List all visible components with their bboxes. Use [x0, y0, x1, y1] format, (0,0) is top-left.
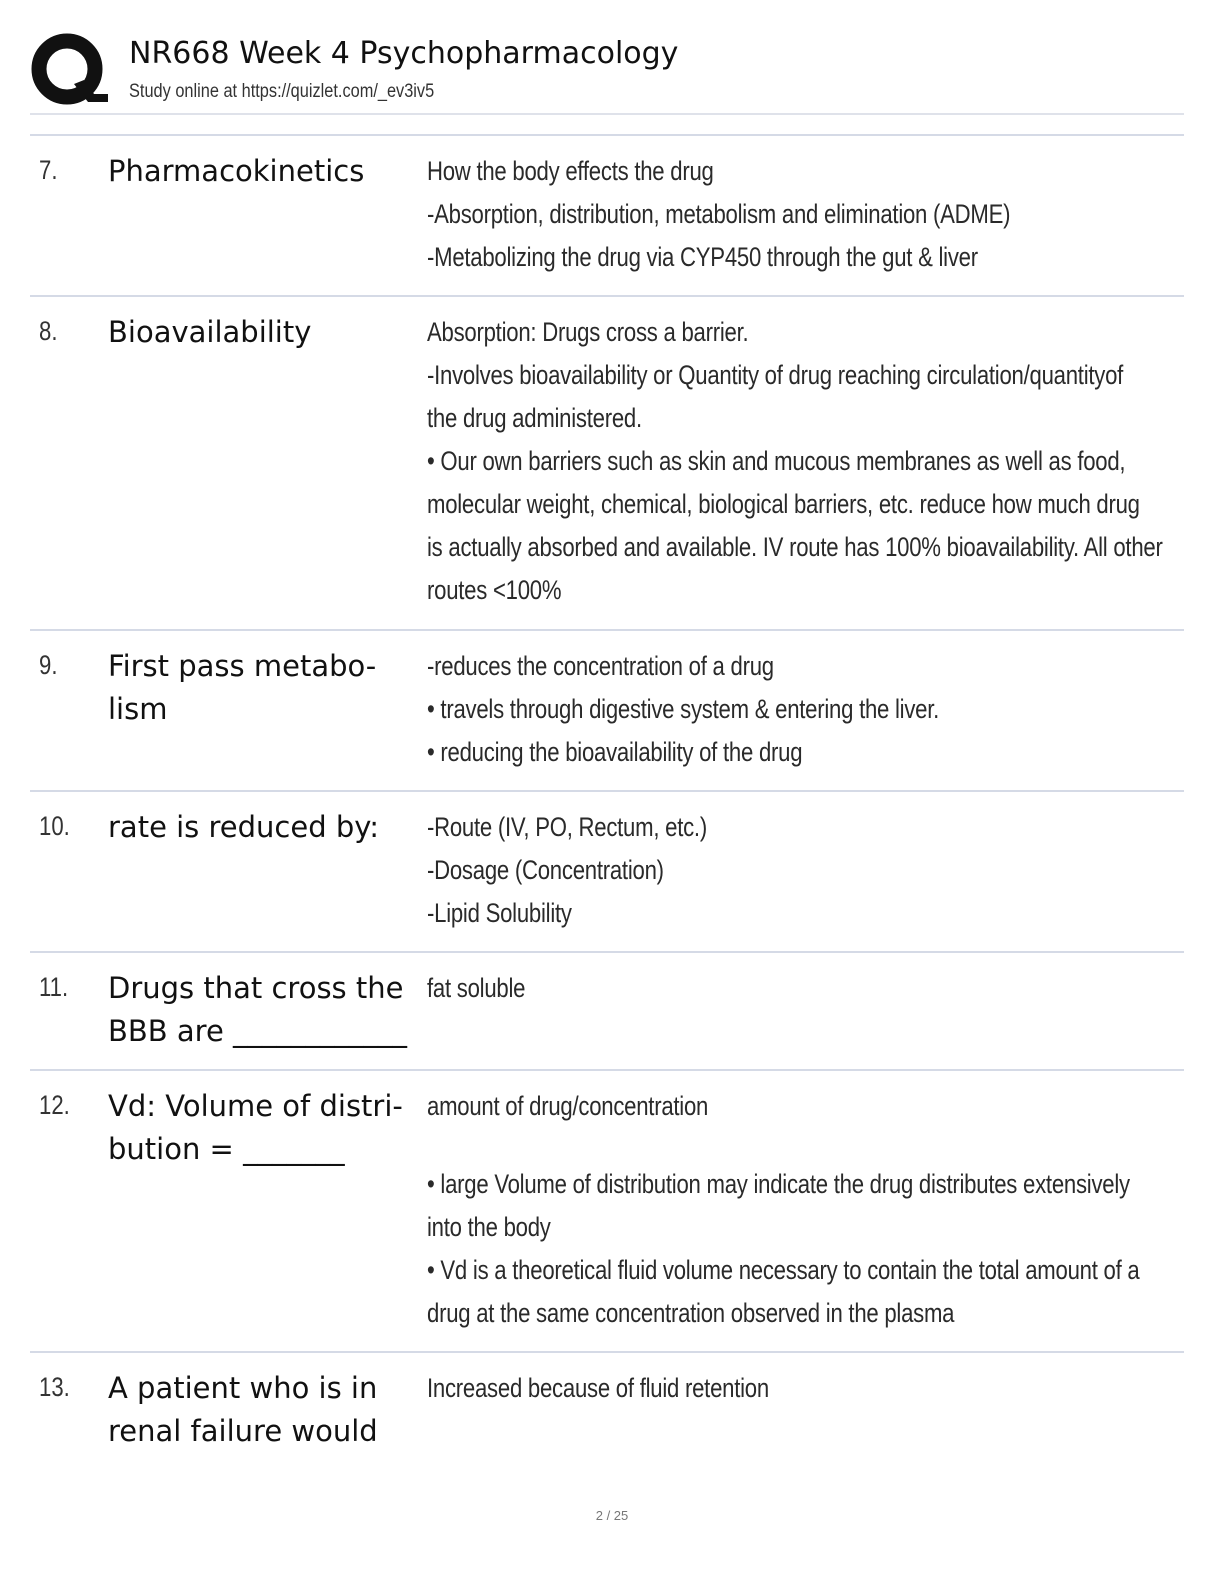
card-term — [108, 806, 420, 849]
card-number: 9. — [39, 650, 58, 680]
definition-blank-line — [427, 1128, 1165, 1163]
card-term — [108, 1367, 420, 1453]
flashcard-11 — [30, 951, 1184, 1069]
definition-line: -Dosage (Concentration) — [427, 855, 664, 885]
term-line: lism — [108, 692, 168, 726]
definition-line: fat soluble — [427, 973, 526, 1003]
card-definition — [427, 150, 1165, 279]
flashcard-13 — [30, 1351, 1184, 1469]
definition-line: drug at the same concentration observed in the plasma — [427, 1298, 955, 1328]
term-line: BBB are ____________ — [108, 1014, 408, 1048]
document-title: NR668 Week 4 Psychopharmacology — [129, 36, 679, 71]
card-number: 10. — [39, 811, 70, 841]
quizlet-logo-icon — [30, 32, 108, 108]
definition-line: • Vd is a theoretical fluid volume necessary to contain the total amount of a — [427, 1255, 1140, 1285]
card-definition — [427, 1367, 1165, 1410]
definition-line: -reduces the concentration of a drug — [427, 651, 774, 681]
term-line: rate is reduced by: — [108, 810, 380, 844]
term-line: Pharmacokinetics — [108, 154, 365, 188]
flashcard-9 — [30, 629, 1184, 790]
flashcard-12 — [30, 1069, 1184, 1351]
page-number: 2 / 25 — [595, 1508, 629, 1523]
definition-line: -Absorption, distribution, metabolism and elimination (ADME) — [427, 199, 1011, 229]
term-line: Vd: Volume of distri- — [108, 1089, 403, 1123]
definition-line: -Lipid Solubility — [427, 898, 572, 928]
header-divider — [30, 113, 1184, 115]
card-definition — [427, 806, 1165, 935]
flashcard-7 — [30, 134, 1184, 295]
definition-line: molecular weight, chemical, biological barriers, etc. reduce how much drug — [427, 489, 1140, 519]
card-term — [108, 1085, 420, 1171]
flashcard-8 — [30, 295, 1184, 629]
definition-line: Absorption: Drugs cross a barrier. — [427, 317, 749, 347]
definition-line: • reducing the bioavailability of the drug — [427, 737, 803, 767]
definition-line: -Involves bioavailability or Quantity of drug reaching circulation/quantityof — [427, 360, 1124, 390]
definition-line: amount of drug/concentration — [427, 1091, 709, 1121]
term-line: bution = _______ — [108, 1132, 345, 1166]
card-definition — [427, 311, 1165, 612]
flashcard-10 — [30, 790, 1184, 951]
card-term — [108, 150, 420, 193]
card-number: 11. — [39, 972, 69, 1002]
card-term — [108, 311, 420, 354]
card-number: 8. — [39, 316, 58, 346]
study-online-link[interactable]: Study online at https://quizlet.com/_ev3iv5 — [129, 81, 435, 102]
definition-line: How the body effects the drug — [427, 156, 714, 186]
definition-line: -Route (IV, PO, Rectum, etc.) — [427, 812, 707, 842]
definition-line: into the body — [427, 1212, 551, 1242]
term-line: Bioavailability — [108, 315, 312, 349]
term-line: A patient who is in — [108, 1371, 378, 1405]
definition-line: Increased because of fluid retention — [427, 1373, 769, 1403]
card-definition — [427, 1085, 1165, 1335]
page-header — [0, 0, 1224, 120]
definition-line: • Our own barriers such as skin and mucous membranes as well as food, — [427, 446, 1126, 476]
card-term — [108, 645, 420, 731]
definition-line: routes <100% — [427, 575, 562, 605]
term-line: Drugs that cross the — [108, 971, 404, 1005]
definition-line: • travels through digestive system & entering the liver. — [427, 694, 940, 724]
card-number: 12. — [39, 1090, 70, 1120]
card-number: 13. — [39, 1372, 70, 1402]
card-definition — [427, 967, 1165, 1010]
card-definition — [427, 645, 1165, 774]
term-line: First pass metabo- — [108, 649, 377, 683]
term-line: renal failure would — [108, 1414, 378, 1448]
flashcard-list — [30, 134, 1184, 1469]
definition-line: is actually absorbed and available. IV route has 100% bioavailability. All other — [427, 532, 1163, 562]
definition-line: -Metabolizing the drug via CYP450 through the gut & liver — [427, 242, 978, 272]
definition-line: • large Volume of distribution may indicate the drug distributes extensively — [427, 1169, 1130, 1199]
card-term — [108, 967, 420, 1053]
card-number: 7. — [39, 155, 58, 185]
definition-line: the drug administered. — [427, 403, 642, 433]
